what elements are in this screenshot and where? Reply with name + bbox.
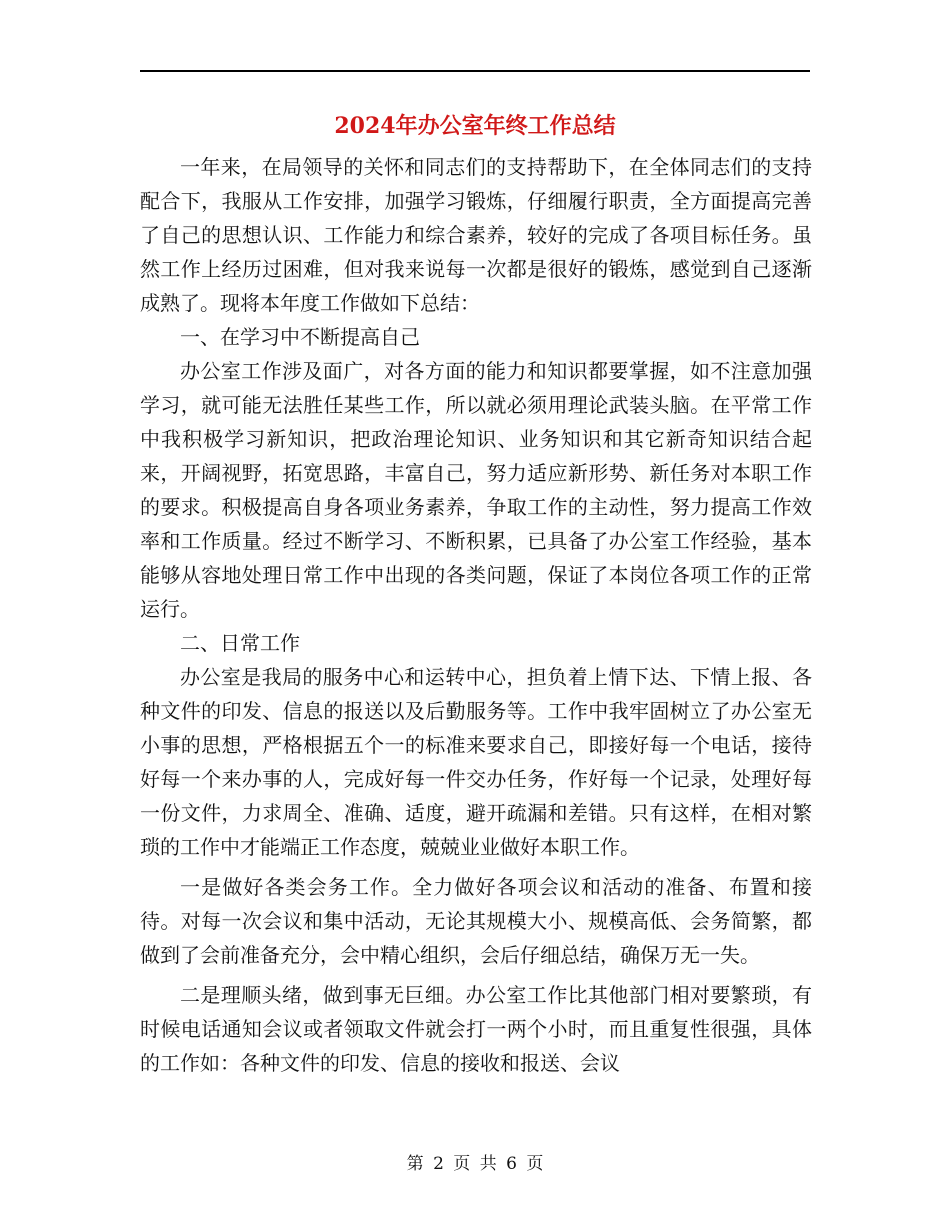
paragraph-intro: 一年来，在局领导的关怀和同志们的支持帮助下，在全体同志们的支持配合下，我服从工作安排，加强学习锻炼，仔细履行职责，全方面提高完善了自己的思想认识、工作能力和综合素养，较好的完成了各项目标任务。虽然工作上经历过困难，但对我来说每一次都是很好的锻炼，感觉到自己逐渐成熟了。现将本年度工作做如下总结：: [140, 155, 812, 315]
header-rule: [140, 70, 810, 72]
paragraph-daily-work: 办公室是我局的服务中心和运转中心，担负着上情下达、下情上报、各种文件的印发、信息的报送以及后勤服务等。工作中我牢固树立了办公室无小事的思想，严格根据五个一的标准来要求自己，即接好每一个电话，接待好每一个来办事的人，完成好每一件交办任务，作好每一个记录，处理好每一份文件，力求周全、准确、适度，避开疏漏和差错。只有这样，在相对繁琐的工作中才能端正工作态度，兢兢业业做好本职工作。: [140, 665, 812, 859]
document-body: [140, 150, 812, 1080]
paragraph-meetings: 一是做好各类会务工作。全力做好各项会议和活动的准备、布置和接待。对每一次会议和集中活动，无论其规模大小、规模高低、会务简繁，都做到了会前准备充分，会中精心组织，会后仔细总结，确保万无一失。: [140, 875, 812, 967]
section-heading-study: 一、在学习中不断提高自己: [180, 325, 420, 349]
page-number-footer: 第 2 页 共 6 页: [406, 1154, 544, 1174]
paragraph-details: 二是理顺头绪，做到事无巨细。办公室工作比其他部门相对要繁琐，有时候电话通知会议或者领取文件就会打一两个小时，而且重复性很强，具体的工作如：各种文件的印发、信息的接收和报送、会议: [140, 983, 812, 1075]
document-title: 2024年办公室年终工作总结: [334, 113, 616, 139]
paragraph-study: 办公室工作涉及面广，对各方面的能力和知识都要掌握，如不注意加强学习，就可能无法胜任某些工作，所以就必须用理论武装头脑。在平常工作中我积极学习新知识，把政治理论知识、业务知识和其它新奇知识结合起来，开阔视野，拓宽思路，丰富自己，努力适应新形势、新任务对本职工作的要求。积极提高自身各项业务素养，争取工作的主动性，努力提高工作效率和工作质量。经过不断学习、不断积累，已具备了办公室工作经验，基本能够从容地处理日常工作中出现的各类问题，保证了本岗位各项工作的正常运行。: [140, 359, 812, 621]
section-heading-daily-work: 二、日常工作: [180, 631, 300, 655]
